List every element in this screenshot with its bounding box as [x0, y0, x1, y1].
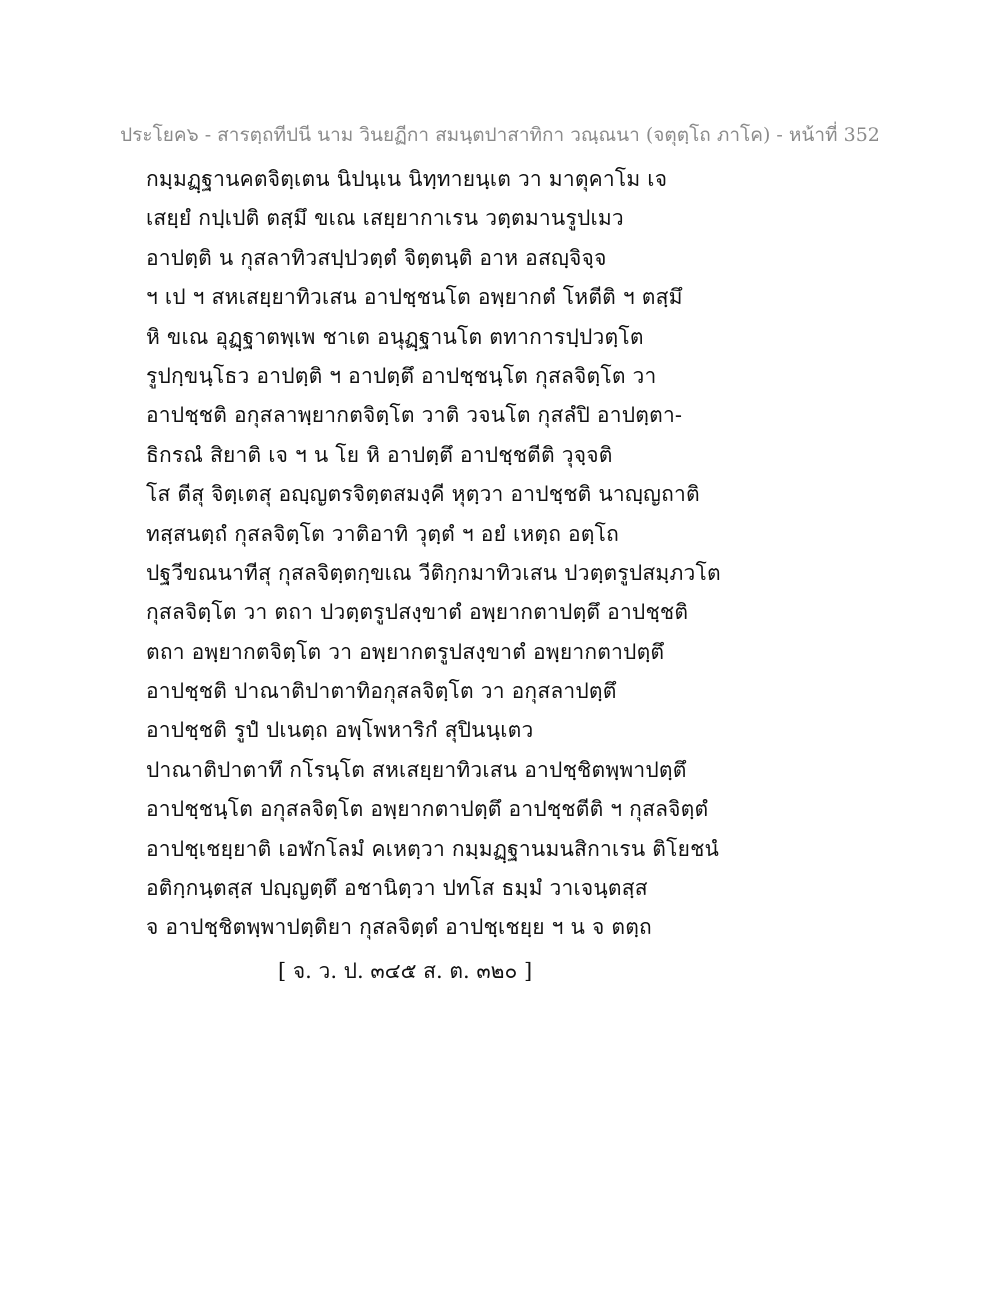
text-line: จ อาปชฺชิตพฺพาปตฺติยา กุสลจิตฺตํ อาปชฺเชยฺย ฯ น จ ตตฺถ	[146, 915, 652, 940]
text-line: อติกฺกนฺตสฺส ปญฺญตฺตึ อชานิตฺวา ปทโส ธมฺมํ วาเจนฺตสฺส	[146, 876, 648, 901]
text-line: ปาณาติปาตาทึ กโรนฺโต สหเสยฺยาทิวเสน อาปชฺชิตพฺพาปตฺตึ	[146, 757, 687, 782]
text-line: อาปชฺชนฺโต อกุสลจิตฺโต อพฺยากตาปตฺตึ อาปชฺชตีติ ฯ กุสลจิตฺตํ	[146, 797, 709, 822]
text-line: ทสฺสนตฺถํ กุสลจิตฺโต วาติอาทิ วุตฺตํ ฯ อยํ เหตฺถ อตฺโถ	[146, 521, 620, 546]
text-line: ปฐวีขณนาทีสุ กุสลจิตฺตกฺขเณ วีติกฺกมาทิวเสน ปวตฺตรูปสมฺภวโต	[146, 560, 721, 585]
text-line: อาปชฺชติ อกุสลาพฺยากตจิตฺโต วาติ วจนโต กุสลํปิ อาปตฺตา-	[146, 403, 683, 428]
source-reference: [ จ. ว. ป. ๓๔๕ ส. ต. ๓๒๐ ]	[278, 959, 533, 983]
text-line: อาปชฺเชยฺยาติ เอฬกโลมํ คเหตฺวา กมฺมฏฺฐานมนสิกาเรน ติโยชนํ	[146, 836, 720, 861]
text-line: เสยฺยํ กปฺเปติ ตสฺมึ ขเณ เสยฺยากาเรน วตฺตมานรูปเมว	[146, 206, 624, 231]
text-line: โส ตีสุ จิตฺเตสุ อญฺญตรจิตฺตสมงฺคี หุตฺวา อาปชฺชติ นาญฺญถาติ	[146, 482, 700, 507]
body-text	[146, 160, 866, 948]
text-line: กุสลจิตฺโต วา ตถา ปวตฺตรูปสงฺขาตํ อพฺยากตาปตฺตึ อาปชฺชติ	[146, 600, 689, 625]
text-line: หิ ขเณ อุฏฺฐาตพฺเพ ชาเต อนุฏฺฐานโต ตทาการปฺปวตฺโต	[146, 324, 644, 349]
text-line: อาปชฺชติ ปาณาติปาตาทิอกุสลจิตฺโต วา อกุสลาปตฺตึ	[146, 679, 617, 704]
text-line: รูปกฺขนฺโธว อาปตฺติ ฯ อาปตฺตึ อาปชฺชนฺโต กุสลจิตฺโต วา	[146, 363, 657, 388]
text-line: ฯ เป ฯ สหเสยฺยาทิวเสน อาปชฺชนโต อพฺยากตํ โหตีติ ฯ ตสฺมึ	[146, 285, 683, 310]
text-line: อาปชฺชติ รูปํ ปเนตฺถ อพฺโพหาริกํ สุปินนฺเตว	[146, 718, 534, 743]
text-line: ตถา อพฺยากตจิตฺโต วา อพฺยากตรูปสงฺขาตํ อพฺยากตาปตฺตึ	[146, 639, 665, 664]
text-line: อาปตฺติ น กุสลาทิวสปฺปวตฺตํ จิตฺตนฺติ อาห อสญฺจิจฺจ	[146, 245, 607, 270]
page-header: ประโยค๖ - สารตฺถทีปนี นาม วินยฏีกา สมนฺตปาสาทิกา วณฺณนา (จตุตฺโถ ภาโค) - หน้าที่ 352	[120, 124, 880, 146]
text-line: ธิกรณํ สิยาติ เจ ฯ น โย หิ อาปตฺตึ อาปชฺชตีติ วุจฺจติ	[146, 442, 613, 467]
text-line: กมฺมฏฺฐานคตจิตฺเตน นิปนฺเน นิทฺทายนฺเต วา มาตุคาโม เจ	[146, 167, 668, 191]
